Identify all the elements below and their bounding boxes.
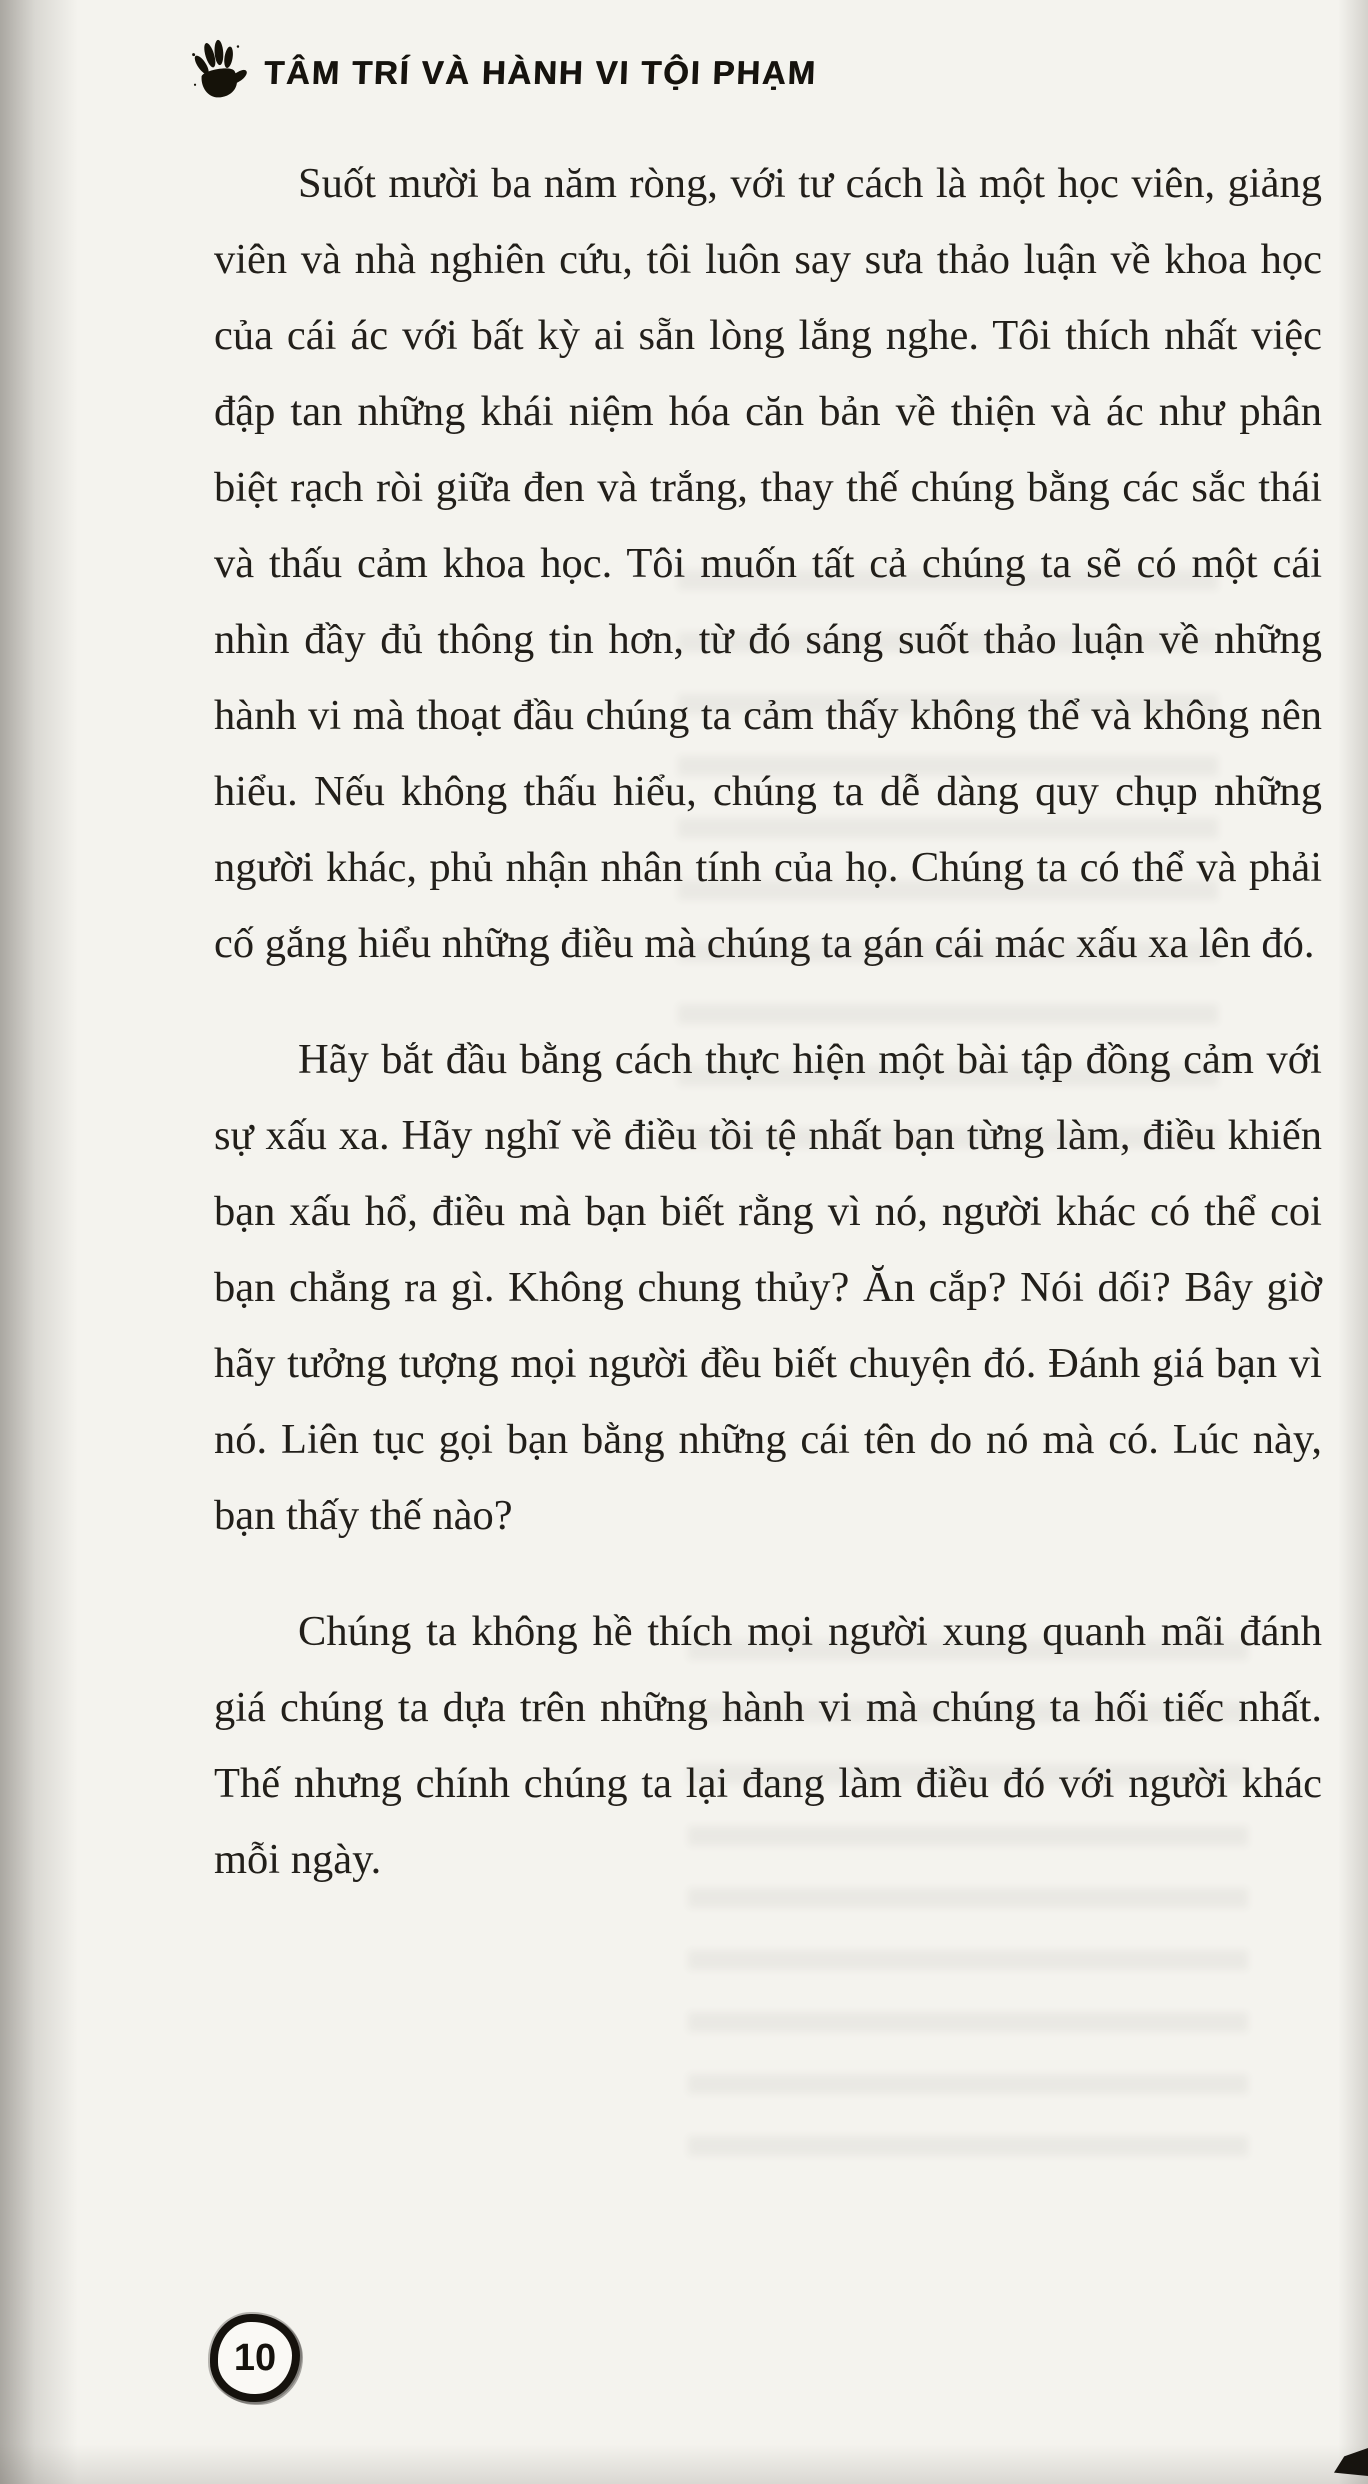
scan-edge-shadow-bottom (0, 2444, 1368, 2484)
scan-edge-shadow-right (1338, 0, 1368, 2484)
page-text (214, 146, 1322, 1938)
scan-edge-shadow-left (0, 0, 78, 2484)
running-header (188, 40, 817, 106)
page-number: 10 (233, 2336, 277, 2379)
paragraph: Chúng ta không hề thích mọi người xung quanh mãi đánh giá chúng ta dựa trên những hành vi mà chúng ta hối tiếc nhất. Thế nhưng chính chúng ta lại đang làm điều đó với người khác mỗi ngày. (214, 1608, 1322, 1883)
page-corner-mark (1334, 2448, 1368, 2476)
paragraph: Hãy bắt đầu bằng cách thực hiện một bài tập đồng cảm với sự xấu xa. Hãy nghĩ về điều tồi tệ nhất bạn từng làm, điều khiến bạn xấu hổ, điều mà bạn biết rằng vì nó, người khác có thể coi bạn chẳng ra gì. Không chung thủy? Ăn cắp? Nói dối? Bây giờ hãy tưởng tượng mọi người đều biết chuyện đó. Đánh giá bạn vì nó. Liên tục gọi bạn bằng những cái tên do nó mà có. Lúc này, bạn thấy thế nào? (214, 1036, 1322, 1539)
handprint-icon (184, 36, 253, 110)
book-title: TÂM TRÍ VÀ HÀNH VI TỘI PHẠM (263, 54, 818, 91)
page-number-badge (210, 2314, 300, 2402)
paragraph: Suốt mười ba năm ròng, với tư cách là một học viên, giảng viên và nhà nghiên cứu, tôi luôn say sưa thảo luận về khoa học của cái ác với bất kỳ ai sẵn lòng lắng nghe. Tôi thích nhất việc đập tan những khái niệm hóa căn bản về thiện và ác như phân biệt rạch ròi giữa đen và trắng, thay thế chúng bằng các sắc thái và thấu cảm khoa học. Tôi muốn tất cả chúng ta sẽ có một cái nhìn đầy đủ thông tin hơn, từ đó sáng suốt thảo luận về những hành vi mà thoạt đầu chúng ta cảm thấy không thể và không nên hiểu. Nếu không thấu hiểu, chúng ta dễ dàng quy chụp những người khác, phủ nhận nhân tính của họ. Chúng ta có thể và phải cố gắng hiểu những điều mà chúng ta gán cái mác xấu xa lên đó. (214, 160, 1322, 967)
